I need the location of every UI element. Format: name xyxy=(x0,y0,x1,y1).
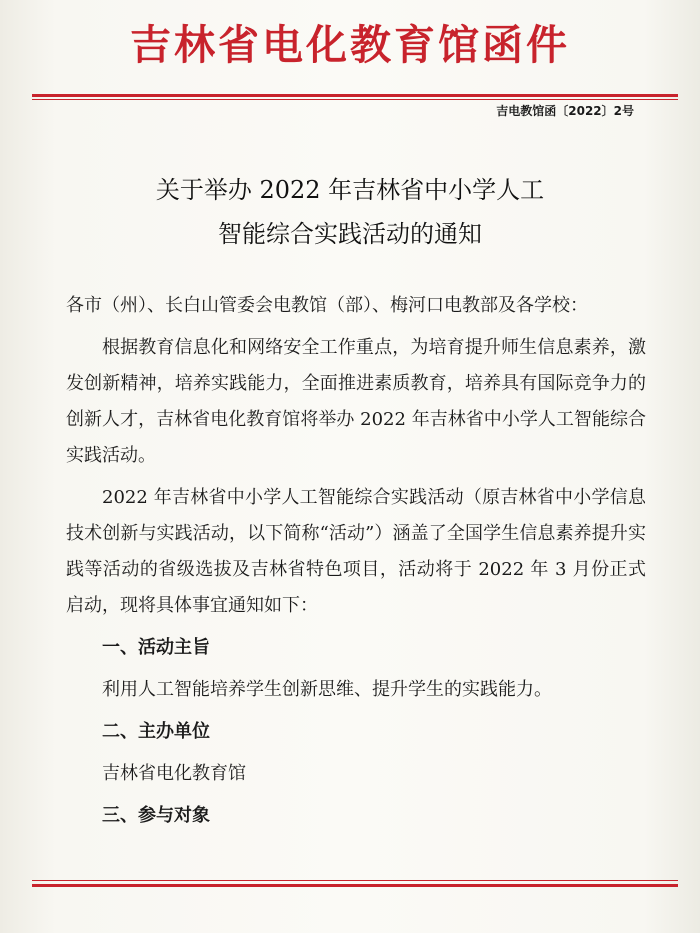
notice-title-line1: 关于举办 2022 年吉林省中小学人工 xyxy=(155,176,545,204)
letterhead-rule-thin xyxy=(32,99,678,100)
footer-rule-thin xyxy=(32,880,678,881)
section-2-heading: 二、主办单位 xyxy=(102,721,210,742)
letterhead-title: 吉林省电化教育馆函件 xyxy=(130,21,570,69)
paragraph-2: 2022 年吉林省中小学人工智能综合实践活动（原吉林省中小学信息技术创新与实践活动，以下简称“活动”）涵盖了全国学生信息素养提升实践等活动的省级选拔及吉林省特色项目，活动将于 2022 年 3 月份正式启动，现将具体事宜通知如下： xyxy=(66,487,646,616)
document-number: 吉电教馆函〔2022〕2号 xyxy=(496,104,634,118)
section-3-heading: 三、参与对象 xyxy=(102,805,210,826)
paragraph-1: 根据教育信息化和网络安全工作重点，为培育提升师生信息素养，激发创新精神，培养实践能力，全面推进素质教育，培养具有国际竞争力的创新人才，吉林省电化教育馆将举办 2022 年吉林省中小学人工智能综合实践活动。 xyxy=(66,337,646,466)
footer-rule-thick xyxy=(32,884,678,887)
notice-body xyxy=(66,288,646,834)
letterhead-rule-thick xyxy=(32,94,678,97)
section-2-text: 吉林省电化教育馆 xyxy=(102,763,246,784)
section-1-text: 利用人工智能培养学生创新思维、提升学生的实践能力。 xyxy=(102,679,552,700)
section-1-heading: 一、活动主旨 xyxy=(102,637,210,658)
notice-title-line2: 智能综合实践活动的通知 xyxy=(218,220,482,248)
salutation: 各市（州）、长白山管委会电教馆（部）、梅河口电教部及各学校： xyxy=(66,295,588,316)
notice-title xyxy=(0,168,700,256)
